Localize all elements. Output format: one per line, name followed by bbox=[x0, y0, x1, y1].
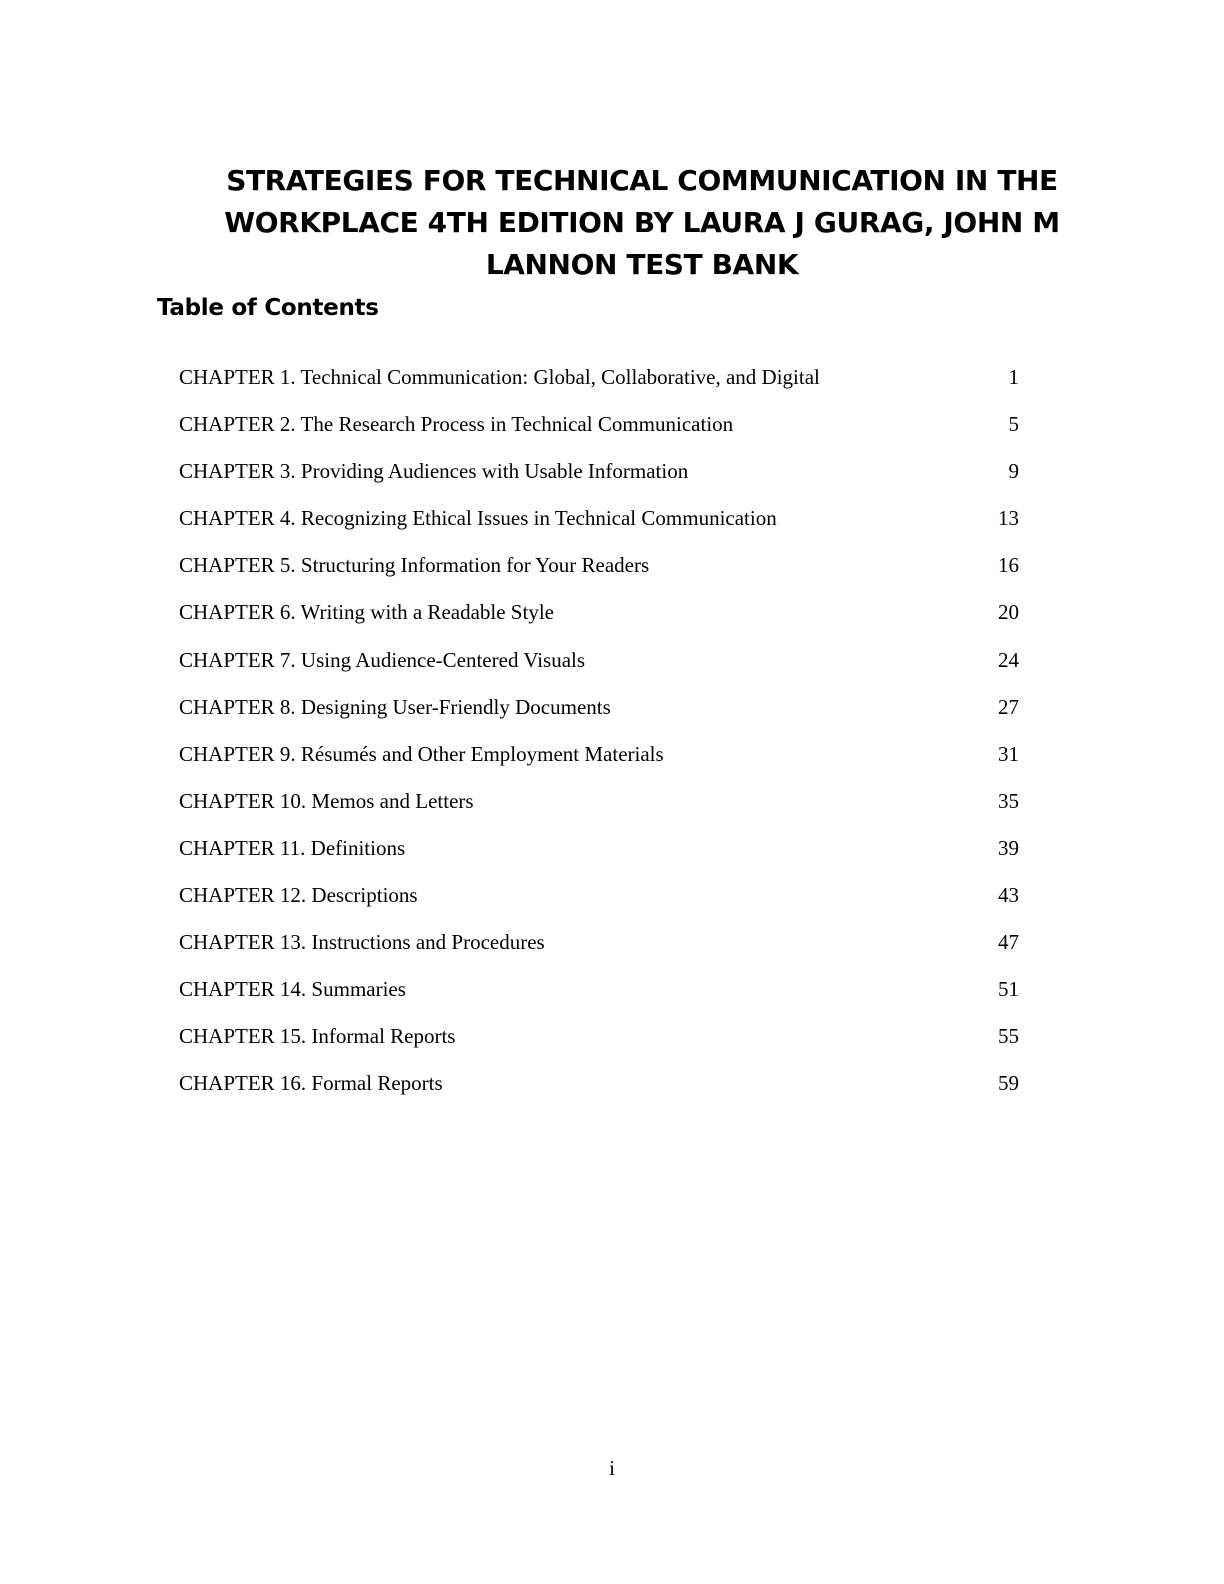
toc-entry-chapter-8[interactable] bbox=[179, 692, 1019, 739]
toc-entry-title: CHAPTER 8. Designing User-Friendly Documents bbox=[179, 694, 611, 719]
toc-entry-chapter-2[interactable] bbox=[179, 409, 1019, 456]
toc-entry-page: 51 bbox=[998, 977, 1019, 1002]
toc-entry-page: 55 bbox=[998, 1024, 1019, 1049]
toc-entry-title: CHAPTER 16. Formal Reports bbox=[179, 1071, 443, 1096]
toc-entry-title: CHAPTER 12. Descriptions bbox=[179, 883, 418, 908]
document-title bbox=[160, 160, 1124, 286]
toc-entry-chapter-15[interactable] bbox=[179, 1021, 1019, 1068]
document-title-line: LANNON TEST BANK bbox=[485, 248, 799, 281]
document-title-line: WORKPLACE 4TH EDITION BY LAURA J GURAG, JOHN M bbox=[224, 206, 1060, 239]
toc-entry-title: CHAPTER 3. Providing Audiences with Usable Information bbox=[179, 459, 689, 484]
toc-entry-page: 39 bbox=[998, 835, 1019, 860]
toc-entry-page: 16 bbox=[998, 553, 1019, 578]
toc-entry-title: CHAPTER 5. Structuring Information for Your Readers bbox=[179, 553, 650, 578]
toc-entry-page: 27 bbox=[998, 694, 1019, 719]
toc-entry-title: CHAPTER 10. Memos and Letters bbox=[179, 788, 474, 813]
toc-entry-page: 13 bbox=[998, 506, 1019, 531]
toc-entry-page: 59 bbox=[998, 1071, 1019, 1096]
toc-entry-chapter-7[interactable] bbox=[179, 645, 1019, 692]
toc-entry-page: 1 bbox=[1008, 365, 1019, 389]
toc-entry-page: 9 bbox=[1008, 459, 1019, 484]
toc-entry-chapter-14[interactable] bbox=[179, 974, 1019, 1021]
toc-entry-chapter-3[interactable] bbox=[179, 456, 1019, 503]
document-title-line: STRATEGIES FOR TECHNICAL COMMUNICATION IN THE bbox=[226, 164, 1058, 197]
toc-entry-chapter-1[interactable] bbox=[179, 362, 1019, 409]
toc-entry-chapter-9[interactable] bbox=[179, 739, 1019, 786]
toc-entry-page: 35 bbox=[998, 788, 1019, 813]
toc-entry-title: CHAPTER 2. The Research Process in Technical Communication bbox=[179, 412, 734, 437]
toc-entry-chapter-6[interactable] bbox=[179, 597, 1019, 644]
toc-entry-page: 20 bbox=[998, 600, 1019, 625]
toc-entry-chapter-16[interactable] bbox=[179, 1068, 1019, 1115]
toc-entry-page: 43 bbox=[998, 883, 1019, 908]
toc-entry-title: CHAPTER 9. Résumés and Other Employment Materials bbox=[179, 741, 664, 766]
toc-entry-title: CHAPTER 6. Writing with a Readable Style bbox=[179, 600, 554, 625]
toc-entry-title: CHAPTER 4. Recognizing Ethical Issues in Technical Communication bbox=[179, 506, 777, 531]
toc-entry-title: CHAPTER 15. Informal Reports bbox=[179, 1024, 456, 1049]
toc-entry-chapter-10[interactable] bbox=[179, 786, 1019, 833]
toc-entry-title: CHAPTER 1. Technical Communication: Global, Collaborative, and Digital bbox=[179, 365, 820, 389]
toc-heading: Table of Contents bbox=[157, 295, 379, 321]
toc-entry-title: CHAPTER 11. Definitions bbox=[179, 835, 406, 860]
table-of-contents bbox=[179, 362, 1019, 1116]
toc-entry-page: 24 bbox=[998, 647, 1019, 672]
toc-entry-chapter-4[interactable] bbox=[179, 503, 1019, 550]
page-number: i bbox=[609, 1456, 615, 1480]
toc-entry-title: CHAPTER 14. Summaries bbox=[179, 977, 406, 1002]
toc-entry-page: 47 bbox=[998, 930, 1019, 955]
toc-entry-chapter-13[interactable] bbox=[179, 927, 1019, 974]
toc-entry-title: CHAPTER 7. Using Audience-Centered Visuals bbox=[179, 647, 586, 672]
toc-entry-page: 5 bbox=[1008, 412, 1019, 437]
toc-entry-page: 31 bbox=[998, 741, 1019, 766]
toc-entry-chapter-12[interactable] bbox=[179, 880, 1019, 927]
toc-entry-chapter-5[interactable] bbox=[179, 550, 1019, 597]
toc-entry-chapter-11[interactable] bbox=[179, 833, 1019, 880]
toc-entry-title: CHAPTER 13. Instructions and Procedures bbox=[179, 930, 545, 955]
